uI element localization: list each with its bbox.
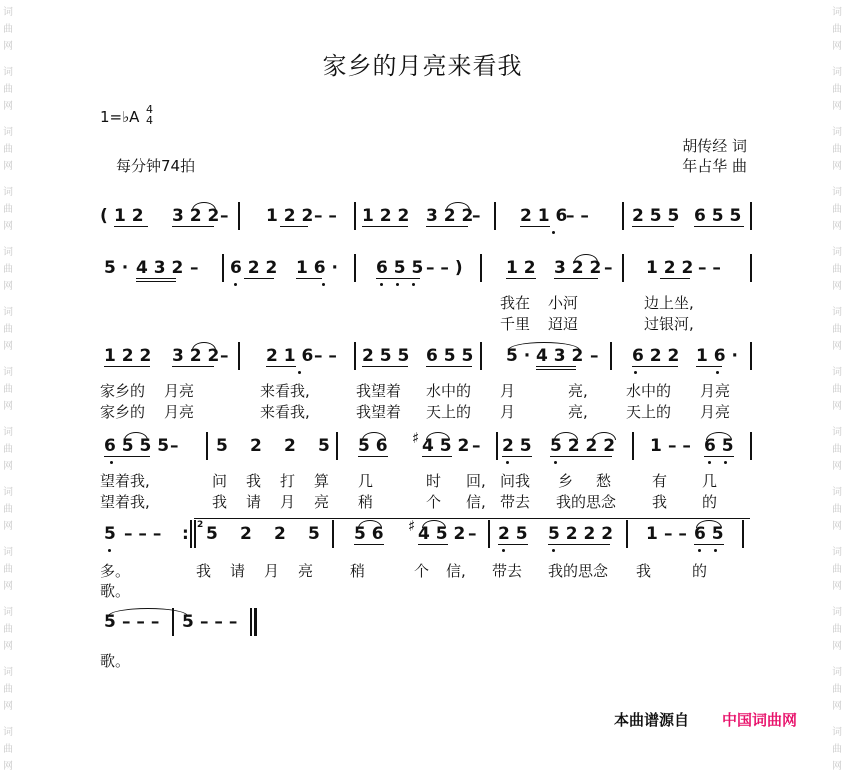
lyric: 稍 — [350, 562, 366, 580]
dash: – – – — [200, 612, 238, 632]
barline — [238, 342, 240, 370]
lyric: 带去 — [492, 562, 523, 580]
underline — [426, 366, 472, 367]
lyric: 稍 — [358, 493, 374, 511]
underline — [550, 456, 612, 457]
lyric: 回, — [466, 472, 486, 490]
note-group: 2 5 5 — [362, 346, 410, 366]
watermark-text: 词曲网 — [832, 67, 842, 112]
underline — [376, 278, 420, 279]
underline — [696, 366, 722, 367]
underline — [136, 281, 176, 282]
note: 5 — [308, 524, 320, 544]
dash: – — [590, 346, 599, 366]
final-barline-thin — [250, 608, 252, 636]
right-watermark-strip — [829, 0, 845, 772]
note: 5 — [104, 524, 116, 544]
note-group: 6 2 2 — [230, 258, 278, 278]
low-octave-dot — [714, 549, 717, 552]
lyricist-credit: 胡传经 词 — [682, 137, 747, 155]
lyric: 亮 — [298, 562, 314, 580]
lyric: 迢迢 — [548, 315, 579, 333]
watermark-text: 词曲网 — [832, 307, 842, 352]
lyric: 歌。 — [100, 582, 131, 600]
dash: – — [190, 258, 199, 278]
low-octave-dot — [322, 283, 325, 286]
note-group: 6 5 — [704, 436, 734, 456]
note-group: 6 5 5 — [426, 346, 474, 366]
note-group: 6 5 — [694, 524, 724, 544]
note-group: 1 2 — [114, 206, 144, 226]
lyric: 我在 — [500, 294, 531, 312]
sharp-sign: ♯ — [412, 429, 420, 447]
underline — [660, 278, 690, 279]
lyric: 我 — [212, 493, 228, 511]
underline — [354, 544, 384, 545]
note-group: 5 6 — [358, 436, 388, 456]
lyric: 我望着 — [356, 382, 402, 400]
low-octave-dot — [506, 461, 509, 464]
lyric: 个 — [426, 493, 442, 511]
note-group: 5 · — [506, 346, 531, 366]
music-row-5 — [96, 518, 756, 554]
tie-slur — [358, 520, 382, 528]
note-group: 1 6 · — [296, 258, 338, 278]
note-group: 4 3 2 — [136, 258, 184, 278]
underline — [104, 366, 150, 367]
tie-slur — [192, 202, 216, 210]
dash: – – – — [122, 612, 160, 632]
underline — [296, 278, 322, 279]
lyric: 的 — [702, 493, 718, 511]
low-octave-dot — [380, 283, 383, 286]
lyric: 来看我, — [260, 403, 310, 421]
lyric: 我的思念 — [548, 562, 609, 580]
note: 5 — [318, 436, 330, 456]
repeat-dots: : — [182, 524, 189, 544]
low-octave-dot — [412, 283, 415, 286]
note-group: 3 2 2 — [172, 346, 220, 366]
barline — [622, 254, 624, 282]
watermark-text: 词曲网 — [3, 187, 13, 232]
barline — [750, 254, 752, 282]
dash: – — [468, 524, 477, 544]
note-group: 1 2 2 — [646, 258, 694, 278]
note-group: 1 2 2 — [104, 346, 152, 366]
note-group: 5 6 — [354, 524, 384, 544]
low-octave-dot — [298, 371, 301, 374]
note: 2 — [250, 436, 262, 456]
lyric: 歌。 — [100, 652, 131, 670]
note-group: 3 2 2 — [172, 206, 220, 226]
note-group: 4 5 2 — [422, 436, 470, 456]
lyric: 愁 — [596, 472, 612, 490]
underline — [422, 456, 452, 457]
low-octave-dot — [396, 283, 399, 286]
barline — [480, 254, 482, 282]
lyric: 几 — [702, 472, 718, 490]
underline — [536, 366, 576, 367]
key-signature: 1=♭A — [100, 108, 140, 126]
note: 5 — [182, 612, 194, 632]
underline — [632, 366, 678, 367]
lyric: 月亮 — [164, 403, 195, 421]
barline — [632, 432, 634, 460]
note: 2 — [284, 436, 296, 456]
note-group: 6 2 2 — [632, 346, 680, 366]
low-octave-dot — [634, 371, 637, 374]
volta-bracket-line — [194, 518, 750, 519]
tie-slur — [362, 432, 386, 440]
note-group: 1 2 — [506, 258, 536, 278]
watermark-text: 词曲网 — [3, 667, 13, 712]
tie-slur — [554, 432, 578, 440]
underline — [536, 369, 576, 370]
note: 2 — [240, 524, 252, 544]
watermark-text: 词曲网 — [832, 727, 842, 772]
barline — [750, 202, 752, 230]
underline — [548, 544, 610, 545]
underline — [172, 226, 214, 227]
lyric: 月 — [500, 382, 516, 400]
source-label: 本曲谱源自 — [614, 711, 690, 729]
note-group: 4 3 2 — [536, 346, 584, 366]
lyric: 望着我, — [100, 472, 150, 490]
lyric: 我 — [636, 562, 652, 580]
time-signature — [146, 104, 153, 126]
underline — [520, 226, 550, 227]
lyric: 亮, — [568, 382, 588, 400]
watermark-text: 词曲网 — [3, 607, 13, 652]
underline — [632, 226, 674, 227]
low-octave-dot — [724, 461, 727, 464]
dash: – — [220, 346, 229, 366]
lyric: 望着我, — [100, 493, 150, 511]
barline — [354, 202, 356, 230]
watermark-text: 词曲网 — [3, 127, 13, 172]
lyric: 有 — [652, 472, 668, 490]
watermark-text: 词曲网 — [832, 487, 842, 532]
underline — [104, 456, 150, 457]
dash: – – — [566, 206, 589, 226]
lyric: 请 — [230, 562, 246, 580]
barline — [610, 342, 612, 370]
watermark-text: 词曲网 — [3, 247, 13, 292]
lyric: 个 — [414, 562, 430, 580]
lyric: 我 — [652, 493, 668, 511]
tie-slur — [124, 432, 148, 440]
watermark-text: 词曲网 — [3, 367, 13, 412]
barline — [238, 202, 240, 230]
note: 1 — [646, 524, 658, 544]
lyric: 天上的 — [626, 403, 672, 421]
lyric: 家乡的 — [100, 403, 146, 421]
note: 5 — [206, 524, 218, 544]
underline — [426, 226, 468, 227]
lyric: 时 — [426, 472, 442, 490]
music-row-6 — [96, 606, 756, 642]
low-octave-dot — [552, 549, 555, 552]
dash: – – — [664, 524, 687, 544]
lyric: 问 — [212, 472, 228, 490]
barline — [336, 432, 338, 460]
watermark-text: 词曲网 — [3, 7, 13, 52]
lyric: 月 — [280, 493, 296, 511]
low-octave-dot — [502, 549, 505, 552]
lyric: 亮 — [314, 493, 330, 511]
sharp-sign: ♯ — [408, 517, 416, 535]
lyric: 打 — [280, 472, 296, 490]
lyric: 我 — [246, 472, 262, 490]
lyric: 我的思念 — [556, 493, 617, 511]
low-octave-dot — [716, 371, 719, 374]
note-group: 5 2 2 2 — [550, 436, 616, 456]
dash-close: – – ) — [426, 258, 463, 278]
underline — [694, 226, 744, 227]
open-paren: ( — [100, 206, 108, 226]
barline — [626, 520, 628, 548]
underline — [358, 456, 388, 457]
music-row-2 — [96, 252, 756, 288]
note-group: 2 1 6 — [520, 206, 568, 226]
lyric: 多。 — [100, 562, 131, 580]
underline — [136, 278, 176, 279]
note-group: 6 5 5 — [694, 206, 742, 226]
tie-slur — [192, 342, 216, 350]
note-group: 1 2 2 — [266, 206, 314, 226]
tie-slur — [108, 608, 188, 616]
note: 5 — [216, 436, 228, 456]
barline — [190, 520, 192, 548]
underline — [498, 544, 528, 545]
tie-slur — [422, 520, 446, 528]
barline — [354, 254, 356, 282]
lyric: 水中的 — [626, 382, 672, 400]
dash: – – — [314, 346, 337, 366]
low-octave-dot — [554, 461, 557, 464]
barline — [332, 520, 334, 548]
note-group: 3 2 2 — [554, 258, 602, 278]
left-watermark-strip — [0, 0, 16, 772]
lyric: 月亮 — [700, 403, 731, 421]
tie-slur — [706, 432, 732, 440]
tie-slur — [592, 432, 616, 440]
watermark-text: 词曲网 — [3, 67, 13, 112]
underline — [244, 278, 274, 279]
tie-slur — [574, 254, 598, 262]
composer-credit: 年占华 曲 — [682, 157, 747, 175]
dash: – — [472, 206, 481, 226]
note-group: 5 2 2 2 — [548, 524, 614, 544]
barline — [622, 202, 624, 230]
lyric: 月亮 — [700, 382, 731, 400]
watermark-text: 词曲网 — [3, 487, 13, 532]
watermark-text: 词曲网 — [832, 667, 842, 712]
dash: – — [220, 206, 229, 226]
underline — [694, 544, 724, 545]
barline — [488, 520, 490, 548]
lyric: 来看我, — [260, 382, 310, 400]
watermark-text: 词曲网 — [3, 547, 13, 592]
underline — [506, 278, 536, 279]
tie-slur — [508, 342, 580, 350]
watermark-text: 词曲网 — [3, 307, 13, 352]
lyric: 月亮 — [164, 382, 195, 400]
final-barline-thick — [254, 608, 257, 636]
lyric: 请 — [246, 493, 262, 511]
low-octave-dot — [708, 461, 711, 464]
note: 1 — [650, 436, 662, 456]
note-group: 2 5 5 — [632, 206, 680, 226]
barline — [496, 432, 498, 460]
tie-slur — [426, 432, 450, 440]
underline — [172, 366, 214, 367]
lyric: 我望着 — [356, 403, 402, 421]
song-title: 家乡的月亮来看我 — [322, 52, 523, 80]
underline — [704, 456, 734, 457]
note-group: 5 · — [104, 258, 129, 278]
lyric: 天上的 — [426, 403, 472, 421]
barline — [494, 202, 496, 230]
barline — [354, 342, 356, 370]
watermark-text: 词曲网 — [832, 607, 842, 652]
lyric: 的 — [692, 562, 708, 580]
tie-slur — [446, 202, 470, 210]
watermark-text: 词曲网 — [832, 187, 842, 232]
low-octave-dot — [552, 231, 555, 234]
watermark-text: 词曲网 — [832, 547, 842, 592]
lyric: 信, — [466, 493, 486, 511]
note-group: 4 5 2 — [418, 524, 466, 544]
time-signature-top: 4 — [146, 103, 153, 116]
dash: – – — [314, 206, 337, 226]
watermark-text: 词曲网 — [3, 727, 13, 772]
lyric: 问我 — [500, 472, 531, 490]
lyric: 月 — [500, 403, 516, 421]
note-group: 6 5 5 5 — [104, 436, 170, 456]
tempo-marking: 每分钟74拍 — [116, 157, 196, 175]
note: 2 — [274, 524, 286, 544]
dash: – – – — [124, 524, 162, 544]
dash: – — [170, 436, 179, 456]
time-signature-bottom: 4 — [146, 114, 153, 127]
music-row-4 — [96, 430, 756, 466]
lyric: 家乡的 — [100, 382, 146, 400]
note-group: 1 2 2 — [362, 206, 410, 226]
lyric: 我 — [196, 562, 212, 580]
volta-number: 2 — [197, 520, 204, 530]
note-group: 6 5 5 — [376, 258, 424, 278]
lyric: 算 — [314, 472, 330, 490]
underline — [114, 226, 148, 227]
barline — [742, 520, 744, 548]
underline — [554, 278, 598, 279]
dash: – — [472, 436, 481, 456]
underline — [418, 544, 448, 545]
note-group: 1 6 · — [696, 346, 738, 366]
lyric: 带去 — [500, 493, 531, 511]
underline — [266, 366, 296, 367]
lyric: 千里 — [500, 315, 531, 333]
low-octave-dot — [108, 549, 111, 552]
watermark-text: 词曲网 — [832, 247, 842, 292]
underline — [362, 226, 408, 227]
barline — [750, 342, 752, 370]
note: 5 — [104, 612, 116, 632]
lyric: 信, — [446, 562, 466, 580]
lyric: 月 — [264, 562, 280, 580]
underline — [362, 366, 408, 367]
tie-slur — [696, 520, 722, 528]
lyric: 过银河, — [644, 315, 694, 333]
barline — [750, 432, 752, 460]
barline — [480, 342, 482, 370]
barline — [222, 254, 224, 282]
dash: – – — [668, 436, 691, 456]
low-octave-dot — [234, 283, 237, 286]
watermark-text: 词曲网 — [832, 367, 842, 412]
watermark-text: 词曲网 — [832, 427, 842, 472]
dash: – — [604, 258, 613, 278]
watermark-text: 词曲网 — [832, 127, 842, 172]
lyric: 水中的 — [426, 382, 472, 400]
low-octave-dot — [110, 461, 113, 464]
barline — [206, 432, 208, 460]
source-site-link[interactable]: 中国词曲网 — [722, 711, 798, 729]
lyric: 小河 — [548, 294, 579, 312]
music-row-3 — [96, 340, 756, 376]
watermark-text: 词曲网 — [3, 427, 13, 472]
music-row-1 — [96, 200, 756, 236]
watermark-text: 词曲网 — [832, 7, 842, 52]
lyric: 亮, — [568, 403, 588, 421]
dash: – – — [698, 258, 721, 278]
lyric: 边上坐, — [644, 294, 694, 312]
note-group: 3 2 2 — [426, 206, 474, 226]
note-group: 2 5 — [502, 436, 532, 456]
barline — [194, 520, 196, 548]
underline — [280, 226, 308, 227]
note-group: 2 5 — [498, 524, 528, 544]
lyric: 乡 — [558, 472, 574, 490]
lyric: 几 — [358, 472, 374, 490]
note-group: 2 1 6 — [266, 346, 314, 366]
low-octave-dot — [698, 549, 701, 552]
underline — [502, 456, 532, 457]
